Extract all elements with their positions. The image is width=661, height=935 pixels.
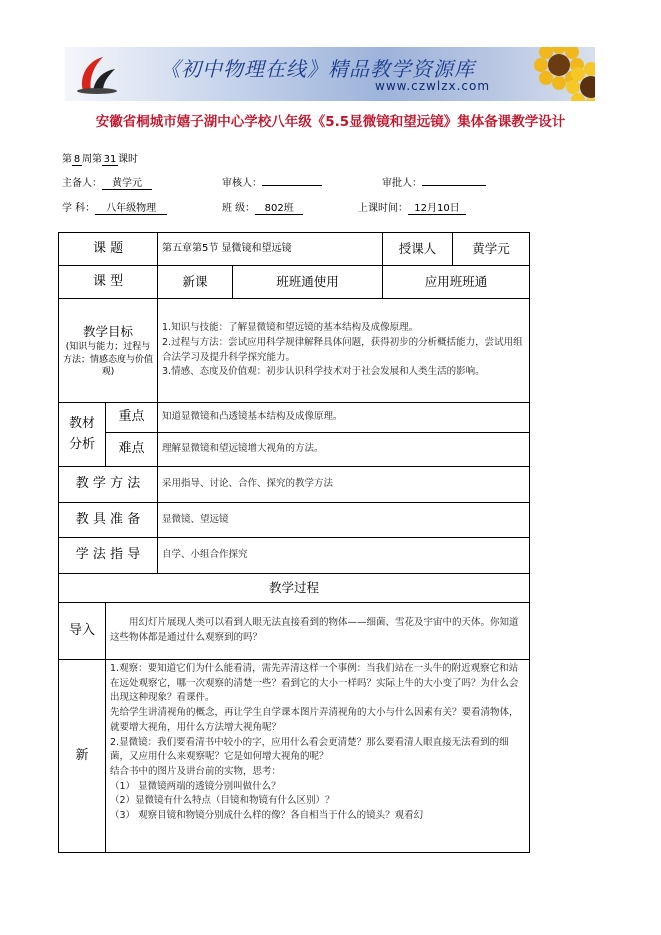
- new-lesson-label: 新: [59, 660, 106, 853]
- approver-value: [422, 185, 486, 186]
- goal-item: 3.情感、态度及价值观：初步认识科学技术对于社会发展和人类生活的影响。: [162, 366, 485, 378]
- process-line: 2.显微镜：我们要看清书中较小的字，应用什么看会更清楚？那么要看清人眼直接无法看到的细菌，又应用什么来观察呢？它是如何增大视角的呢？: [110, 736, 509, 763]
- goal-item: 1.知识与技能：了解显微镜和望远镜的基本结构及成像原理。: [162, 322, 419, 334]
- goals-content: [158, 299, 530, 403]
- process-line: （2）显微镜有什么特点（目镜和物镜有什么区别）？: [110, 795, 335, 807]
- subject-value: 八年级物理: [95, 199, 167, 215]
- goal-item: 2.过程与方法：尝试应用科学规律解释具体问题，获得初步的分析概括能力，尝试用组合法学习及提升科学探究能力。: [162, 336, 523, 363]
- approver-field: 审批人：: [382, 174, 486, 189]
- process-heading: 教学过程: [59, 574, 530, 603]
- preparer-field: 主备人： 黄学元: [62, 174, 152, 190]
- tools-label: 教 具 准 备: [59, 503, 158, 538]
- date-field: 上课时间： 12月10日: [358, 199, 466, 215]
- intro-label: 导入: [59, 603, 106, 660]
- goals-sub-label: (知识与能力；过程与方法；情感态度与价值观): [63, 342, 154, 378]
- process-line: 结合书中的图片及讲台前的实物，思考：: [110, 766, 282, 778]
- key-point-value: 知道显微镜和凸透镜基本结构及成像原理。: [158, 403, 530, 433]
- process-line: （1） 显微镜两端的透镜分别叫做什么？: [110, 780, 281, 792]
- lesson-number: 31: [103, 154, 117, 165]
- new-lesson-content: [106, 660, 530, 853]
- class-field: 班 级： 802班: [222, 199, 303, 215]
- process-line: （3） 观察目镜和物镜分别成什么样的像？各自相当于什么的镜头？观看幻: [110, 810, 424, 822]
- analysis-label: 教材分析: [59, 403, 106, 467]
- table-row: [59, 403, 530, 433]
- teacher-value: 黄学元: [453, 233, 530, 266]
- reviewer-value: [262, 185, 322, 186]
- study-value: 自学、小组合作探究: [158, 538, 530, 574]
- document-title: 安徽省桐城市嬉子湖中心学校八年级《5.5显微镜和望远镜》集体备课教学设计: [95, 114, 566, 130]
- banban-use-label: 班班通使用: [233, 266, 383, 299]
- class-value: 802班: [255, 199, 303, 215]
- banban-apply-value: 应用班班通: [383, 266, 530, 299]
- subject-field: 学 科： 八年级物理: [62, 199, 167, 215]
- reviewer-field: 审核人：: [222, 174, 322, 189]
- process-line: 先给学生讲清视角的概念，再让学生自学课本图片弄清视角的大小与什么因素有关？要看清物体，就要增大视角，用什么方法增大视角呢？: [110, 707, 519, 733]
- header-banner: [65, 47, 595, 101]
- type-label: 课 型: [59, 266, 158, 299]
- table-row: [59, 503, 530, 538]
- table-row: [59, 299, 530, 403]
- table-row: [59, 433, 530, 467]
- difficulty-label: 难点: [106, 433, 158, 467]
- table-row: [59, 266, 530, 299]
- goals-label: 教学目标: [83, 323, 134, 339]
- difficulty-value: 理解显微镜和望远镜增大视角的方法。: [158, 433, 530, 467]
- method-label: 教 学 方 法: [59, 467, 158, 503]
- week-lesson-line: 第 8 周第 31 课时: [62, 154, 138, 165]
- study-label: 学 法 指 导: [59, 538, 158, 574]
- table-row: [59, 467, 530, 503]
- table-row: [59, 574, 530, 603]
- type-value: 新课: [158, 266, 233, 299]
- table-row: [59, 603, 530, 660]
- lesson-plan-table: [58, 232, 530, 853]
- key-point-label: 重点: [106, 403, 158, 433]
- sunflower-icon: [565, 61, 595, 101]
- week-number: 8: [73, 154, 81, 165]
- topic-value: 第五章第5节 显微镜和望远镜: [158, 233, 383, 266]
- teacher-label: 授课人: [383, 233, 453, 266]
- topic-label: 课 题: [59, 233, 158, 266]
- table-row: [59, 538, 530, 574]
- method-value: 采用指导、讨论、合作、探究的教学方法: [158, 467, 530, 503]
- preparer-value: 黄学元: [102, 174, 152, 190]
- table-row: [59, 660, 530, 853]
- table-row: [59, 233, 530, 266]
- intro-value: 用幻灯片展现人类可以看到人眼无法直接看到的物体——细菌、雪花及宇宙中的天体。你知道这些物体都是通过什么观察到的吗？: [106, 603, 530, 660]
- banner-headline: 《初中物理在线》精品教学资源库: [160, 57, 475, 81]
- process-line: 1.观察：要知道它们为什么能看清，需先弄清这样一个事例：当我们站在一头牛的附近观察它和站在远处观察它，哪一次观察的清楚一些？看到它的大小一样吗？实际上牛的大小变了吗？为什么会出现这种现象？看课件。: [110, 663, 519, 704]
- date-value: 12月10日: [408, 199, 466, 215]
- logo-icon: [73, 53, 119, 95]
- goals-label-cell: [59, 299, 158, 403]
- banner-url: www.czwlzx.com: [375, 79, 491, 93]
- tools-value: 显微镜、望远镜: [158, 503, 530, 538]
